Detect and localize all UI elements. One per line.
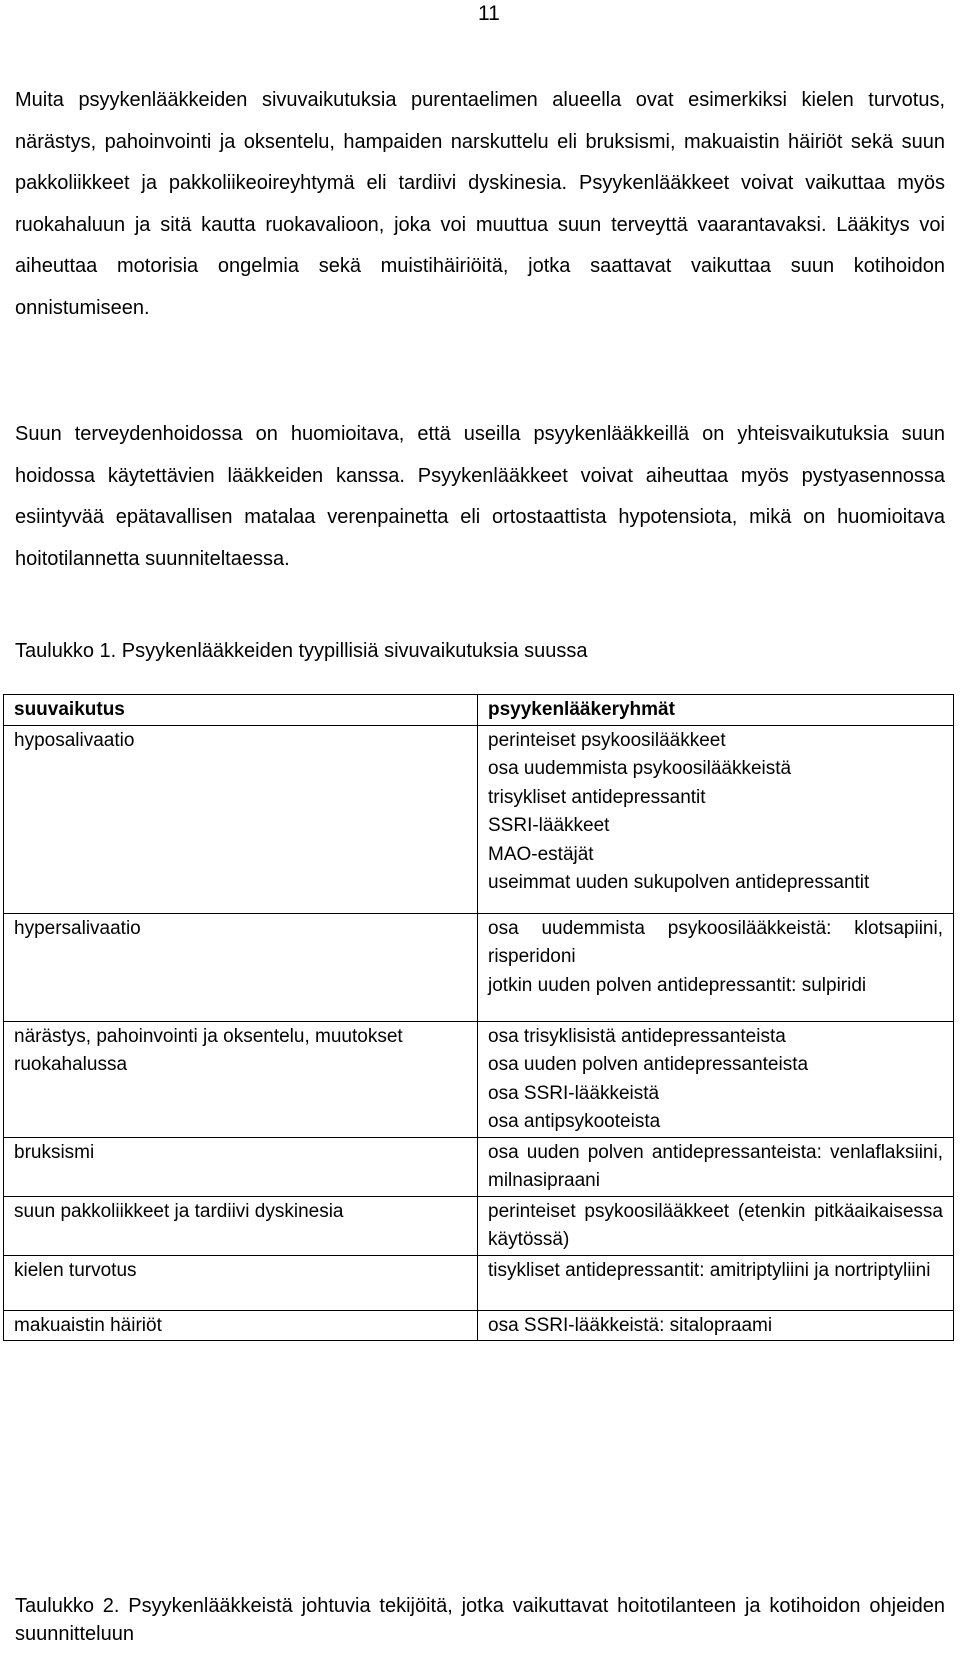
- drug-group-item: osa uudemmista psykoosilääkkeistä: [488, 758, 792, 779]
- table-row: [4, 1196, 954, 1255]
- header-drug-groups: psyykenlääkeryhmät: [478, 695, 954, 726]
- table-row: [4, 1310, 954, 1341]
- effect-cell: hyposalivaatio: [4, 725, 478, 913]
- effect-cell: kielen turvotus: [4, 1255, 478, 1310]
- side-effects-table: [3, 694, 954, 1341]
- table-row: [4, 1137, 954, 1196]
- drug-group-item: osa SSRI-lääkkeistä: sitalopraami: [488, 1314, 773, 1336]
- paragraph-interactions: Suun terveydenhoidossa on huomioitava, että useilla psyykenlääkkeillä on yhteisvaikutuksia suun hoidossa käytettävien lääkkeiden kanssa. Psyykenlääkkeet voivat aiheuttaa myös pystyasennossa esiintyvää epätavallisen matalaa verenpainetta eli ortostaattista hypotensiota, mikä on huomioitava hoitotilannetta suunniteltaessa.: [15, 423, 945, 570]
- table-row: [4, 1021, 954, 1137]
- drug-group-item: useimmat uuden sukupolven antidepressantit: [488, 872, 870, 893]
- paragraph-side-effects: Muita psyykenlääkkeiden sivuvaikutuksia purentaelimen alueella ovat esimerkiksi kielen turvotus, närästys, pahoinvointi ja oksentelu, hampaiden narskuttelu eli bruksismi, makuaistin häiriöt sekä suun pakkoliikkeet ja pakkoliikeoireyhtymä eli tardiivi dyskinesia. Psyykenlääkkeet voivat vaikuttaa myös ruokahaluun ja sitä kautta ruokavalioon, joka voi muuttua suun terveyttä vaarantavaksi. Lääkitys voi aiheuttaa motorisia ongelmia sekä muistihäiriöitä, jotka saattavat vaikuttaa suun kotihoidon onnistumiseen.: [15, 89, 945, 319]
- effect-cell: bruksismi: [4, 1137, 478, 1196]
- table-row: [4, 913, 954, 1021]
- drug-groups-cell: [478, 1196, 954, 1255]
- table-row: [4, 1255, 954, 1310]
- drug-group-item: osa SSRI-lääkkeistä: [488, 1082, 660, 1104]
- drug-group-item: osa trisyklisistä antidepressanteista: [488, 1025, 786, 1047]
- drug-group-item: SSRI-lääkkeet: [488, 815, 610, 836]
- drug-group-item: perinteiset psykoosilääkkeet: [488, 729, 726, 751]
- drug-group-item: osa uuden polven antidepressanteista: venlaflaksiini, milnasipraani: [488, 1141, 943, 1191]
- drug-group-item: osa antipsykooteista: [488, 1111, 661, 1132]
- drug-groups-cell: [478, 913, 954, 1021]
- page-number: 11: [478, 2, 500, 25]
- drug-groups-cell: [478, 725, 954, 913]
- effect-cell: suun pakkoliikkeet ja tardiivi dyskinesia: [4, 1196, 478, 1255]
- drug-group-item: perinteiset psykoosilääkkeet (etenkin pitkäaikaisessa käytössä): [488, 1200, 943, 1250]
- drug-group-item: osa uudemmista psykoosilääkkeistä: klotsapiini, risperidoni: [488, 917, 943, 967]
- drug-group-item: jotkin uuden polven antidepressantit: sulpiridi: [488, 974, 867, 996]
- effect-cell: makuaistin häiriöt: [4, 1310, 478, 1341]
- effect-cell: närästys, pahoinvointi ja oksentelu, muutokset ruokahalussa: [4, 1021, 478, 1137]
- drug-group-item: osa uuden polven antidepressanteista: [488, 1054, 809, 1075]
- drug-groups-cell: [478, 1021, 954, 1137]
- drug-groups-cell: [478, 1310, 954, 1341]
- effect-cell: hypersalivaatio: [4, 913, 478, 1021]
- table1-caption: Taulukko 1. Psyykenlääkkeiden tyypillisiä sivuvaikutuksia suussa: [15, 640, 588, 662]
- drug-groups-cell: [478, 1255, 954, 1310]
- drug-groups-cell: [478, 1137, 954, 1196]
- drug-group-item: MAO-estäjät: [488, 843, 594, 865]
- table2-caption: Taulukko 2. Psyykenlääkkeistä johtuvia tekijöitä, jotka vaikuttavat hoitotilanteen ja kotihoidon ohjeiden suunnitteluun: [15, 1595, 945, 1645]
- table-row: [4, 725, 954, 913]
- table-header-row: [4, 695, 954, 726]
- drug-group-item: tisykliset antidepressantit: amitriptyliini ja nortriptyliini: [488, 1259, 931, 1281]
- drug-group-item: trisykliset antidepressantit: [488, 786, 706, 808]
- header-effect: suuvaikutus: [4, 695, 478, 726]
